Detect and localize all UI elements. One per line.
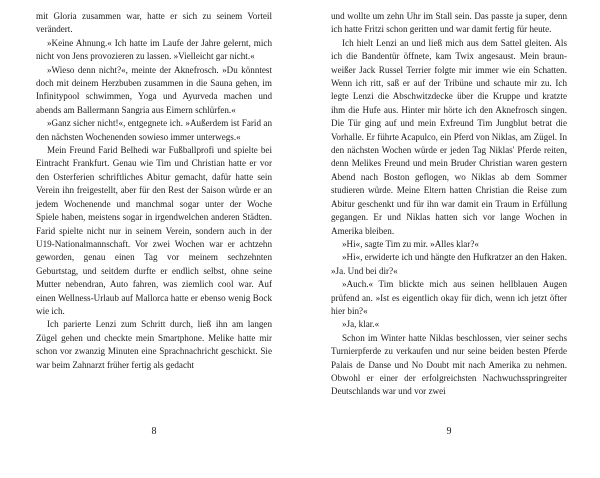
paragraph: »Keine Ahnung.« Ich hatte im Laufe der Jahre gelernt, mich nicht von Jens provozieren zu lassen. »Vielleicht gar nicht.« bbox=[36, 37, 272, 62]
paragraph: Ich parierte Lenzi zum Schritt durch, ließ ihn am langen Zügel gehen und checkte mein Smartphone. Melike hatte mir schon vor zwanzig Minuten eine Sprachnachricht geschickt. Sie war beim Zahnarzt früher fertig als gedacht bbox=[36, 319, 272, 370]
paragraph: »Hi«, sagte Tim zu mir. »Alles klar?« bbox=[342, 238, 479, 249]
paragraph: »Ganz sicher nicht!«, entgegnete ich. »Außerdem ist Farid an den nächsten Wochenenden sowieso immer unterwegs.« bbox=[36, 118, 272, 142]
paragraph: »Hi«, erwiderte ich und hängte den Hufkratzer an den Haken. »Ja. Und bei dir?« bbox=[331, 252, 567, 276]
paragraph: »Ja, klar.« bbox=[342, 319, 380, 330]
right-page bbox=[331, 10, 567, 399]
left-page bbox=[36, 10, 272, 372]
paragraph: Ich hielt Lenzi an und ließ mich aus dem Sattel gleiten. Als ich die Bandentür öffnete, kam Twix angesaust. Mein braun-weißer Jack Russel Terrier folgte mir immer wie ein Schatten. Wenn ich ritt, saß er auf der Tribüne und schaute mir zu. Ich legte Lenzi die Abschwitzdecke über die Kruppe und kratzte ihm die Hufe aus. Hinter mir hörte ich den Aknefrosch singen. Die Tür ging auf und mein Exfreund Tim Jungblut betrat die Vorhalle. Er führte Acapulco, ein Pferd von Niklas, am Zügel. In den nächsten Wochen würde er jeden Tag Niklas' Pferde reiten, denn Melikes Freund und mein Bruder Christian waren gestern Abend nach Boston geflogen, wo Niklas ab dem Sommer studieren würde. Meine Eltern hatten Christian die Reise zum Abitur geschenkt und für ihn war damit ein Traum in Erfüllung gegangen. Er und Niklas hatten sich vor lange Wochen in Amerika bleiben. bbox=[331, 37, 567, 236]
page-number-right: 9 bbox=[446, 426, 452, 437]
paragraph: Mein Freund Farid Belhedi war Fußballprofi und spielte bei Eintracht Frankfurt. Genau wie Tim und Christian hatte er vor den Osterferien schriftliches Abitur gemacht, dafür hatte sein Verein ihn freigestellt, aber für den Rest der Saison würde er an jedem Wochenende und manchmal sogar unter der Woche Spiele haben, meistens sogar in irgendwelchen anderen Städten. Farid spielte nicht nur in seinem Verein, sondern auch in der U19-Nationalmannschaft. Vor zwei Wochen war er achtzehn geworden, genau einen Tag vor meinem sechzehnten Geburtstag, und seitdem durfte er endlich selbst, ohne seine Mutter nebendran, Auto fahren, was ziemlich cool war. Auf einen Wellness-Urlaub auf Mallorca hatte er ebenso wenig Bock wie ich. bbox=[36, 145, 272, 316]
paragraph: Schon im Winter hatte Niklas beschlossen, vier seiner sechs Turnierpferde zu verkaufen und nur seine beiden besten Pferde Palais de Danse und No Doubt mit nach Amerika zu nehmen. Obwohl er einer der erfolgreichsten Nachwuchsspringreiter Deutschlands war und vor zwei bbox=[331, 332, 567, 397]
paragraph: mit Gloria zusammen war, hatte er sich zu seinem Vorteil verändert. bbox=[36, 11, 272, 35]
page-number-left: 8 bbox=[151, 426, 157, 437]
paragraph: »Auch.« Tim blickte mich aus seinen hellblauen Augen prüfend an. »Ist es eigentlich okay für dich, wenn ich jetzt öfter hier bin?« bbox=[331, 279, 567, 316]
paragraph: und wollte um zehn Uhr im Stall sein. Das passte ja super, denn ich hatte Fritzi schon geritten und war damit fertig für heute. bbox=[331, 11, 567, 35]
paragraph: »Wieso denn nicht?«, meinte der Aknefrosch. »Du könntest doch mit deinem Herzbuben zusammen in die Sauna gehen, im Infinitypool schwimmen, Yoga und Ayurveda machen und abends am Ballermann Sangria aus Eimern schlürfen.« bbox=[36, 64, 272, 115]
